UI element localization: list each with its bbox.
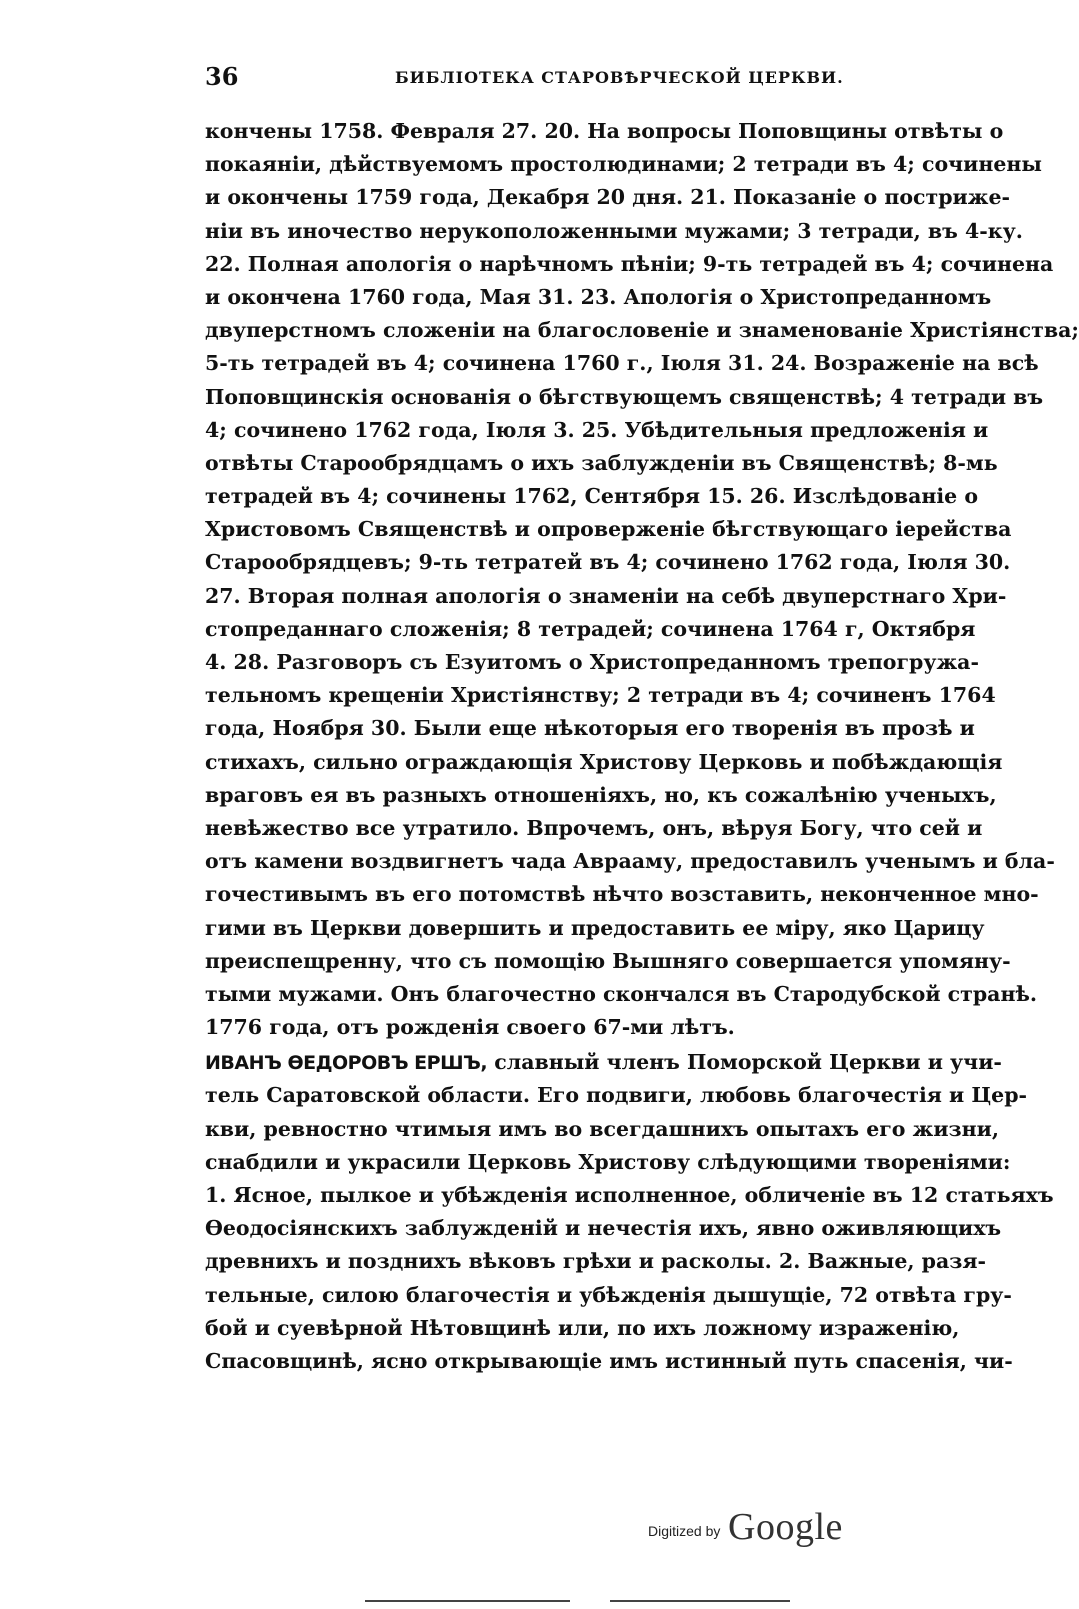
text-line: двуперстномъ сложенiи на благословенiе и знаменованiе Христiянства; [205,318,1079,343]
text-line: тель Саратовской области. Его подвиги, любовь благочестiя и Цер- [205,1083,1028,1108]
text-line: гочестивымъ въ его потомствѣ нѣчто возставить, неконченное мно- [205,882,1039,907]
text-run: славный членъ Поморской Церкви и учи- [494,1050,1002,1075]
page-number: 36 [205,62,239,91]
bottom-rule-left [365,1600,570,1602]
text-line: тельные, силою благочестiя и убѣжденiя дышущiе, 72 отвѣта гру- [205,1282,1012,1307]
text-line: года, Ноября 30. Были еще нѣкоторыя его творенiя въ прозѣ и [205,716,975,741]
text-line: стихахъ, сильно ограждающiя Христову Церковь и побѣждающiя [205,749,1003,774]
text-line: кви, ревностно чтимыя имъ во всегдашнихъ опытахъ его жизни, [205,1116,999,1141]
text-line: тетрадей въ 4; сочинены 1762, Сентября 15. 26. Изслѣдованiе о [205,484,979,509]
text-line: и окончена 1760 года, Мая 31. 23. Апологiя о Христопреданномъ [205,284,992,309]
text-line: нiи въ иночество нерукоположенными мужами; 3 тетради, въ 4-ку. [205,218,1023,243]
watermark-small-text: Digitized by [648,1523,721,1539]
digitized-watermark [648,1505,868,1555]
text-line: Спасовщинѣ, ясно открывающiе имъ истинный путь спасенiя, чи- [205,1348,1013,1373]
text-line: 5-ть тетрадей въ 4; сочинена 1760 г., Iюля 31. 24. Возраженiе на всѣ [205,351,1039,376]
paragraph-start-line [205,1046,1002,1079]
text-line: невѣжество все утратило. Впрочемъ, онъ, вѣруя Богу, что сей и [205,815,983,840]
text-line: древнихъ и позднихъ вѣковъ грѣхи и расколы. 2. Важные, разя- [205,1249,987,1274]
text-line: снабдили и украсили Церковь Христову слѣдующими творенiями: [205,1149,1011,1174]
running-head [205,62,965,102]
text-line: гими въ Церкви довершить и предоставить ее мiру, яко Царицу [205,915,985,940]
text-line: 1. Ясное, пылкое и убѣжденiя исполненное, обличенiе въ 12 статьяхъ [205,1183,1054,1207]
bottom-rule-right [610,1600,790,1602]
body-text [205,115,1079,1378]
text-line: 4; сочинено 1762 года, Iюля 3. 25. Убѣдительныя предложенiя и [205,417,989,442]
text-line: 4. 28. Разговоръ съ Езуитомъ о Христопреданномъ трепогружа- [205,650,979,674]
person-name-heading: ИВАНЪ ѲЕДОРОВЪ ЕРШЪ, [205,1052,488,1075]
text-line: покаянiи, дѣйствуемомъ простолюдинами; 2 тетради въ 4; сочинены [205,152,1042,177]
text-line: тыми мужами. Онъ благочестно скончался въ Стародубской странѣ. [205,981,1038,1006]
text-line: 22. Полная апологiя о нарѣчномъ пѣнiи; 9-ть тетрадей въ 4; сочинена [205,251,1054,276]
text-line: Христовомъ Священствѣ и опроверженiе бѣгствующаго iерейства [205,517,1012,542]
text-line: кончены 1758. Февраля 27. 20. На вопросы Поповщины отвѣты о [205,119,1004,143]
text-line: 27. Вторая полная апологiя о знаменiи на себѣ двуперстнаго Хри- [205,583,1007,608]
text-line: и окончены 1759 года, Декабря 20 дня. 21. Показанiе о постриже- [205,185,1011,210]
text-line: Ѳеодосiянскихъ заблужденiй и нечестiя ихъ, явно оживляющихъ [205,1216,1002,1241]
text-line: бой и суевѣрной Нѣтовщинѣ или, по ихъ ложному израженiю, [205,1315,960,1340]
text-line: 1776 года, отъ рожденiя своего 67-ми лѣтъ. [205,1015,735,1040]
text-line: отвѣты Старообрядцамъ о ихъ заблужденiи въ Священствѣ; 8-мь [205,450,998,475]
text-line: тельномъ крещенiи Христiянству; 2 тетради въ 4; сочиненъ 1764 [205,683,996,708]
text-line: Поповщинскiя основанiя о бѣгствующемъ священствѣ; 4 тетради въ [205,384,1044,409]
text-line: стопреданнаго сложенiя; 8 тетрадей; сочинена 1764 г, Октября [205,616,976,641]
running-title: БИБЛIОТЕКА СТАРОВѢРЧЕСКОЙ ЦЕРКВИ. [395,68,844,87]
google-logo-text: Google [728,1506,843,1548]
text-line: отъ камени воздвигнетъ чада Аврааму, предоставилъ ученымъ и бла- [205,849,1055,874]
text-line: Старообрядцевъ; 9-ть тетратей въ 4; сочинено 1762 года, Iюля 30. [205,550,1011,575]
text-line: враговъ ея въ разныхъ отношенiяхъ, но, къ сожалѣнiю ученыхъ, [205,782,997,807]
text-line: преиспещренну, что съ помощiю Вышняго совершается упомяну- [205,948,1011,973]
